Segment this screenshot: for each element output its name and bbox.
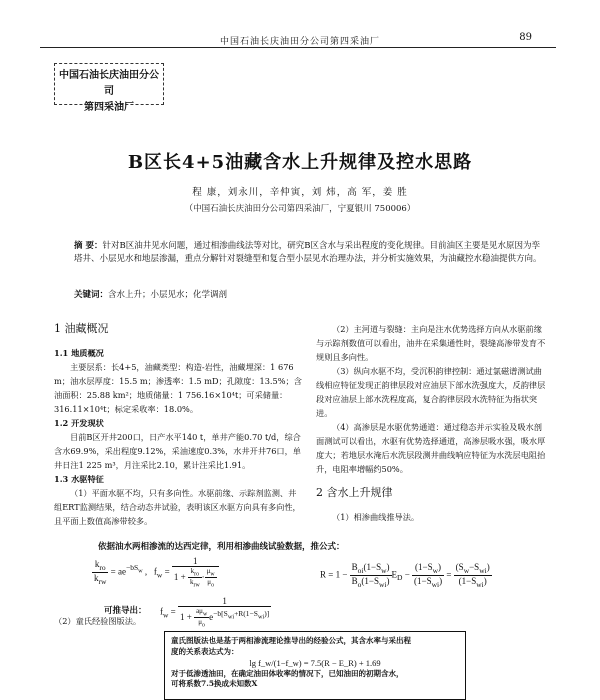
- keywords-text: 含水上升；小层见水；化学调剖: [108, 290, 228, 300]
- paragraph-channel: （2）主河道与裂缝：主向是注水优势选择方向从水驱前缘与示踪剂数值可以看出，油井在采集通性时，裂缝高渗带发育不规则且多向性。: [316, 324, 546, 362]
- stamp-line-2: 第四采油厂: [84, 102, 134, 113]
- abstract-label: 摘 要：: [74, 241, 103, 251]
- paragraph-vertical: （3）纵向水驱不均，受沉积韵律控制：通过氯磁谱测试曲线相应特征发现正韵律层段对应油层下部水洗强度大，反韵律层段对应油层上部水洗程度高，复合韵律层段水洗特征为指状突进。: [316, 366, 546, 418]
- abstract-text: 针对B区油井见水问题，通过相渗曲线法等对比，研究B区含水与采出程度的变化规律。目前油区主要是见水原因为孪塔井、小层见水和地层渗漏，重点分解针对裂缝型和复合型小层见水治理办法，并分析实施效果，为油藏控水稳油提供方向。: [74, 241, 542, 264]
- derived-label: 可推导出：: [104, 606, 147, 616]
- section-1-heading: 1 油藏概况: [54, 322, 109, 335]
- article-title: B区长4+5油藏含水上升规律及控水思路: [127, 152, 473, 173]
- affiliation: （中国石油长庆油田分公司第四采油厂，宁夏银川 750006）: [184, 204, 416, 214]
- box-equation: lg f_w/(1−f_w) = 7.5(R − E_R) + 1.69: [249, 658, 381, 668]
- box-line-4: 可将系数7.5换成未知数X: [171, 679, 258, 688]
- page-number: 89: [519, 32, 532, 43]
- subsection-1-1: 1.1 地质概况: [54, 348, 104, 358]
- paragraph-high-perm: （4）高渗层是水驱优势通道：通过稳态并示实验及吸水剖面测试可以看出，水驱有优势选择通道，高渗层吸水强，吸水厚度大；若地层水淹后水洗层段测井曲线响应特征为水洗层电阻抬升，电阻率增幅约50%。: [316, 422, 546, 474]
- keywords: [74, 288, 544, 300]
- paragraph-waterflood: （1）平面水驱不均，只有多向性。水驱前缘、示踪剂监测、井组ERT监测结果，结合动态井试验，表明该区水驱方向具有多向性，且平面上数值高渗带较多。: [54, 488, 301, 526]
- formula-intro: 依据油水两相渗流的达西定律，利用相渗曲线试验数据，推公式：: [98, 542, 345, 552]
- paragraph-relperm: （1）相渗曲线推导法。: [332, 512, 420, 522]
- box-line-1: 童氏图版法也是基于两相渗流理论推导出的经验公式，其含水率与采出程: [171, 636, 411, 645]
- subsection-1-2: 1.2 开发现状: [54, 418, 104, 428]
- organization-stamp: [54, 63, 164, 113]
- paragraph-development: 目前B区开井200口，日产水平140 t，单井产能0.70 t/d，综合含水69.9%，采出程度9.12%，采油速度0.3%，水井开井76口，单井日注1 225 m³，月注采比2.10，累计注采比1.91。: [54, 432, 301, 470]
- running-header: 中国石油长庆油田分公司第四采油厂: [219, 37, 380, 47]
- tong-chart-box: [164, 631, 466, 700]
- paragraph-geology: 主要层系：长4+5，油藏类型：构造-岩性，油藏埋深：1 676 m；油水层厚度：15.5 m；渗透率：1.5 mD；孔隙度：13.5%；含油面积：25.88 km²；地质储量：1 756.16×10⁴t；可采储量：316.11×10⁴t；标定采收率：18.0%。: [54, 362, 302, 414]
- authors: 程 康，刘永川，辛仲寅，刘 炜，高 军，姜 胜: [192, 187, 408, 198]
- equation-relperm: $\frac{k_{ro}}{k_{rw}}$ = $ae^{-bS_w}$ , $f_w$ = 1 1 + $\frac{k_{ro}}{k_{rw}}$ · $\frac{\mu_w}{\mu_o}$: [92, 556, 219, 589]
- equation-derived: $f_w$ = 1 1 + $\frac{a\mu_w}{\mu_o}$ $e^{-b[S_{wi}+R(1-S_{wi})]}$: [160, 596, 270, 629]
- method-2-label: （2）童氏经验图版法。: [54, 616, 142, 626]
- stamp-line-1: 中国石油长庆油田分公司: [59, 70, 159, 97]
- section-2-heading: 2 含水上升规律: [316, 486, 393, 499]
- left-column: [54, 322, 304, 528]
- equation-recovery: R = 1 − $\frac{B_{oi}(1-S_w)}{B_o(1-S_{wi})}$ $E_D$ − $\frac{(1-S_w)}{(1-S_{wi})}$ = $\frac{(S_w-S_{wi})}{(1-S_{wi})}$: [320, 562, 490, 589]
- right-column: [316, 322, 548, 524]
- box-line-3: 对于低渗透油田，在确定油田体收率的情况下，已知油田的初期含水，: [171, 669, 404, 678]
- box-line-2: 度的关系表达式为：: [171, 647, 239, 656]
- subsection-1-3: 1.3 水驱特征: [54, 474, 104, 484]
- abstract: [74, 240, 544, 265]
- header-rule: [40, 47, 556, 48]
- keywords-label: 关键词：: [74, 290, 109, 300]
